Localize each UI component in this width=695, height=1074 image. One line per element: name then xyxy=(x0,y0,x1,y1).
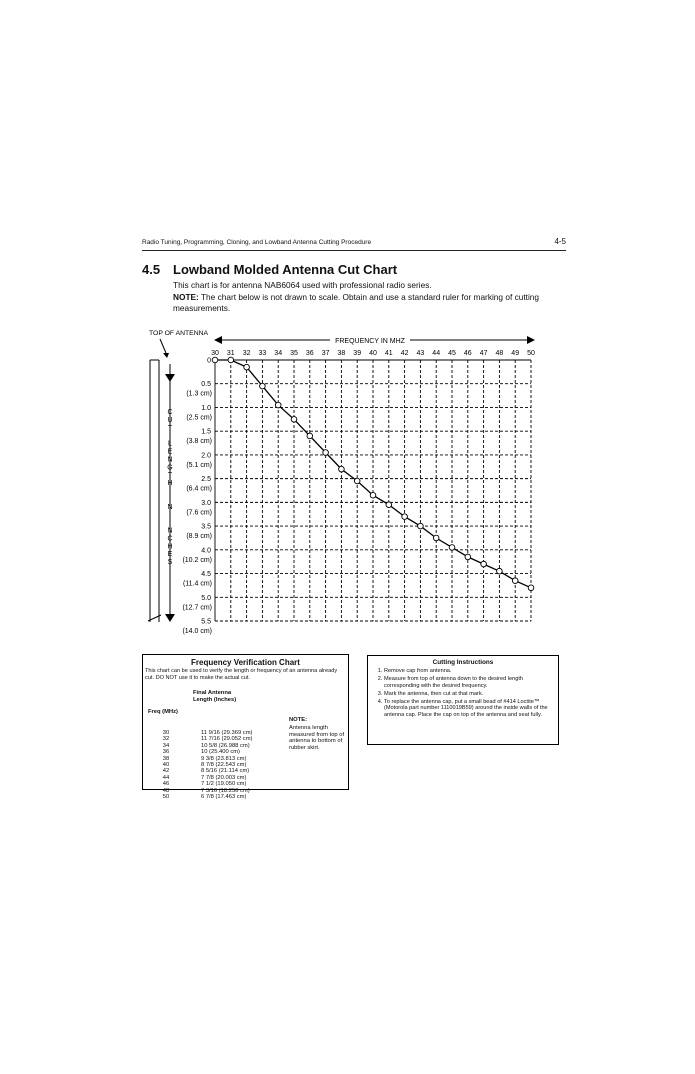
data-point xyxy=(370,492,376,498)
x-tick-label: 38 xyxy=(337,350,346,357)
y-tick-label: 0.5 xyxy=(201,381,211,389)
freq-arrow-left xyxy=(214,336,222,344)
x-tick-label: 40 xyxy=(369,350,377,357)
chart-ticks xyxy=(182,350,535,635)
y-tick-metric: (12.7 cm) xyxy=(182,604,212,612)
x-tick-label: 46 xyxy=(463,350,472,357)
data-point xyxy=(244,364,250,370)
x-tick-label: 48 xyxy=(495,350,504,357)
data-point xyxy=(528,585,534,591)
x-tick-label: 36 xyxy=(305,350,314,357)
x-tick-label: 44 xyxy=(432,350,441,357)
cutting-step: 2. Measure from top of antenna down to the desired length corresponding with the desired frequency. xyxy=(384,676,554,689)
chart-grid xyxy=(215,360,531,621)
length-arrow-top xyxy=(165,374,175,382)
y-tick-label: 1.0 xyxy=(201,404,211,412)
freq-column xyxy=(148,730,184,800)
x-tick-label: 42 xyxy=(400,350,409,357)
cutting-step: 4. To replace the antenna cap, put a small bead of #414 Loctite™ (Motorola part number 1110019B59) around the inside walls of the antenna cap. Place the cap on top of the antenna and seat fully. xyxy=(384,699,554,718)
cutting-step: 1. Remove cap from antenna. xyxy=(384,668,554,674)
x-axis-label: FREQUENCY IN MHZ xyxy=(335,338,405,345)
freq-cell: 30 xyxy=(162,730,170,736)
y-tick-label: 4.5 xyxy=(201,571,211,579)
data-point xyxy=(307,433,313,439)
length-cell: 7 7/8 (20.003 cm) xyxy=(201,774,247,781)
length-cell: 7 3/16 (18.256 cm) xyxy=(201,787,250,794)
freq-cell: 34 xyxy=(162,742,170,749)
freq-cell: 46 xyxy=(162,781,170,788)
data-point xyxy=(512,578,518,584)
top-pointer-head xyxy=(163,353,169,358)
cutting-title: Cutting Instructions xyxy=(432,659,494,666)
freq-cell: 40 xyxy=(162,762,170,769)
x-tick-label: 30 xyxy=(211,350,219,357)
antenna-cut-chart xyxy=(0,318,695,658)
data-point xyxy=(354,478,360,484)
length-cell: 8 7/8 (22.543 cm) xyxy=(201,762,247,769)
freq-col-header: Freq (MHz) xyxy=(148,709,178,715)
data-point xyxy=(275,402,281,408)
y-axis-label: C U T L E N G T H I N I N C H E S xyxy=(167,409,173,567)
freq-note-label: NOTE: xyxy=(289,717,308,723)
data-point xyxy=(418,523,424,529)
freq-table-title: Frequency Verification Chart xyxy=(191,658,300,667)
freq-cell: 50 xyxy=(162,794,170,801)
y-tick-metric: (1.3 cm) xyxy=(186,390,212,398)
cutting-steps xyxy=(368,668,558,718)
data-point xyxy=(433,535,439,541)
section-title xyxy=(142,262,397,277)
y-tick-label: 1.5 xyxy=(201,428,211,436)
y-tick-label: 2.5 xyxy=(201,476,211,484)
x-tick-label: 43 xyxy=(416,350,425,357)
y-tick-label: 5.5 xyxy=(201,618,211,626)
x-tick-label: 49 xyxy=(511,350,520,357)
y-tick-metric: (6.4 cm) xyxy=(186,485,212,493)
length-cell: 10 5/8 (26.988 cm) xyxy=(201,742,250,749)
x-tick-label: 32 xyxy=(242,350,251,357)
y-tick-label: 0 xyxy=(207,357,211,365)
x-tick-label: 50 xyxy=(527,350,535,357)
top-of-antenna-label: TOP OF ANTENNA xyxy=(149,330,209,337)
note-text: The chart below is not drawn to scale. Obtain and use a standard ruler for marking of cutting measurements. xyxy=(173,292,540,313)
frequency-verification-box xyxy=(142,654,349,801)
data-point xyxy=(228,357,234,363)
data-point xyxy=(386,502,392,508)
section-number: 4.5 xyxy=(142,262,161,277)
page-number: 4-5 xyxy=(554,237,566,246)
x-tick-label: 33 xyxy=(258,350,267,357)
data-point xyxy=(402,514,408,520)
length-col-header: Final Antenna Length (Inches) xyxy=(193,690,237,703)
x-tick-label: 41 xyxy=(384,350,393,357)
x-tick-label: 31 xyxy=(226,350,235,357)
header-title: Radio Tuning, Programming, Cloning, and Lowband Antenna Cutting Procedure xyxy=(142,239,372,246)
x-tick-label: 35 xyxy=(290,350,298,357)
length-cell: 11 9/16 (29.369 cm) xyxy=(201,730,253,736)
y-tick-label: 2.0 xyxy=(201,452,211,460)
x-tick-label: 37 xyxy=(321,350,330,357)
data-point xyxy=(449,545,455,551)
intro xyxy=(173,280,568,315)
freq-cell: 36 xyxy=(162,749,170,756)
data-point xyxy=(481,561,487,567)
freq-cell: 32 xyxy=(162,736,170,743)
freq-cell: 42 xyxy=(162,768,170,775)
data-point xyxy=(465,554,471,560)
length-cell: 8 5/16 (21.114 cm) xyxy=(201,768,250,775)
data-point xyxy=(291,417,297,423)
y-tick-metric: (11.4 cm) xyxy=(182,580,212,588)
y-tick-metric: (5.1 cm) xyxy=(186,461,212,469)
y-tick-metric: (3.8 cm) xyxy=(186,438,212,446)
header-rule xyxy=(142,250,566,251)
y-tick-metric: (2.5 cm) xyxy=(186,414,212,422)
section-title-text: Lowband Molded Antenna Cut Chart xyxy=(173,262,398,277)
x-tick-label: 47 xyxy=(479,350,488,357)
freq-arrow-right xyxy=(527,336,535,344)
data-point xyxy=(497,568,503,574)
length-cell: 6 7/8 (17.463 cm) xyxy=(201,794,247,801)
x-tick-label: 34 xyxy=(274,350,283,357)
series-line xyxy=(215,360,531,588)
y-tick-label: 5.0 xyxy=(201,594,211,602)
y-tick-label: 3.0 xyxy=(201,499,211,507)
x-tick-label: 45 xyxy=(448,350,456,357)
length-arrow-bottom xyxy=(165,614,175,622)
length-cell: 10 (25.400 cm) xyxy=(201,749,240,756)
freq-cell: 44 xyxy=(162,774,170,781)
data-point xyxy=(339,466,345,472)
page-header xyxy=(142,239,566,249)
y-tick-metric: (14.0 cm) xyxy=(182,628,212,635)
y-tick-label: 4.0 xyxy=(201,547,211,555)
note-label: NOTE: xyxy=(173,292,199,302)
freq-table-note xyxy=(289,717,349,751)
y-tick-metric: (10.2 cm) xyxy=(182,556,212,564)
length-cell: 9 3/8 (23.813 cm) xyxy=(201,755,247,762)
x-tick-label: 39 xyxy=(353,350,362,357)
intro-note xyxy=(173,292,568,314)
data-point xyxy=(323,450,329,456)
length-column xyxy=(201,730,301,800)
freq-cell: 38 xyxy=(162,755,170,762)
freq-cell: 48 xyxy=(162,787,170,794)
intro-line: This chart is for antenna NAB6064 used with professional radio series. xyxy=(173,280,432,290)
y-tick-metric: (7.6 cm) xyxy=(186,509,212,517)
freq-table-desc: This chart can be used to verify the length or frequency of an antenna already cut. DO NOT use it to make the actual cut. xyxy=(145,668,338,681)
length-cell: 11 7/16 (29.052 cm) xyxy=(201,736,253,743)
y-tick-label: 3.5 xyxy=(201,523,211,531)
cutting-step: 3. Mark the antenna, then cut at that mark. xyxy=(384,691,554,697)
data-point xyxy=(212,357,218,363)
cutting-instructions-box xyxy=(367,655,559,745)
freq-note-text: Antenna length measured from top of antenna to bottom of rubber skirt. xyxy=(289,725,345,751)
data-point xyxy=(260,383,266,389)
y-tick-metric: (8.9 cm) xyxy=(186,533,212,541)
top-pointer xyxy=(160,339,166,353)
length-cell: 7 1/2 (19.050 cm) xyxy=(201,781,247,788)
